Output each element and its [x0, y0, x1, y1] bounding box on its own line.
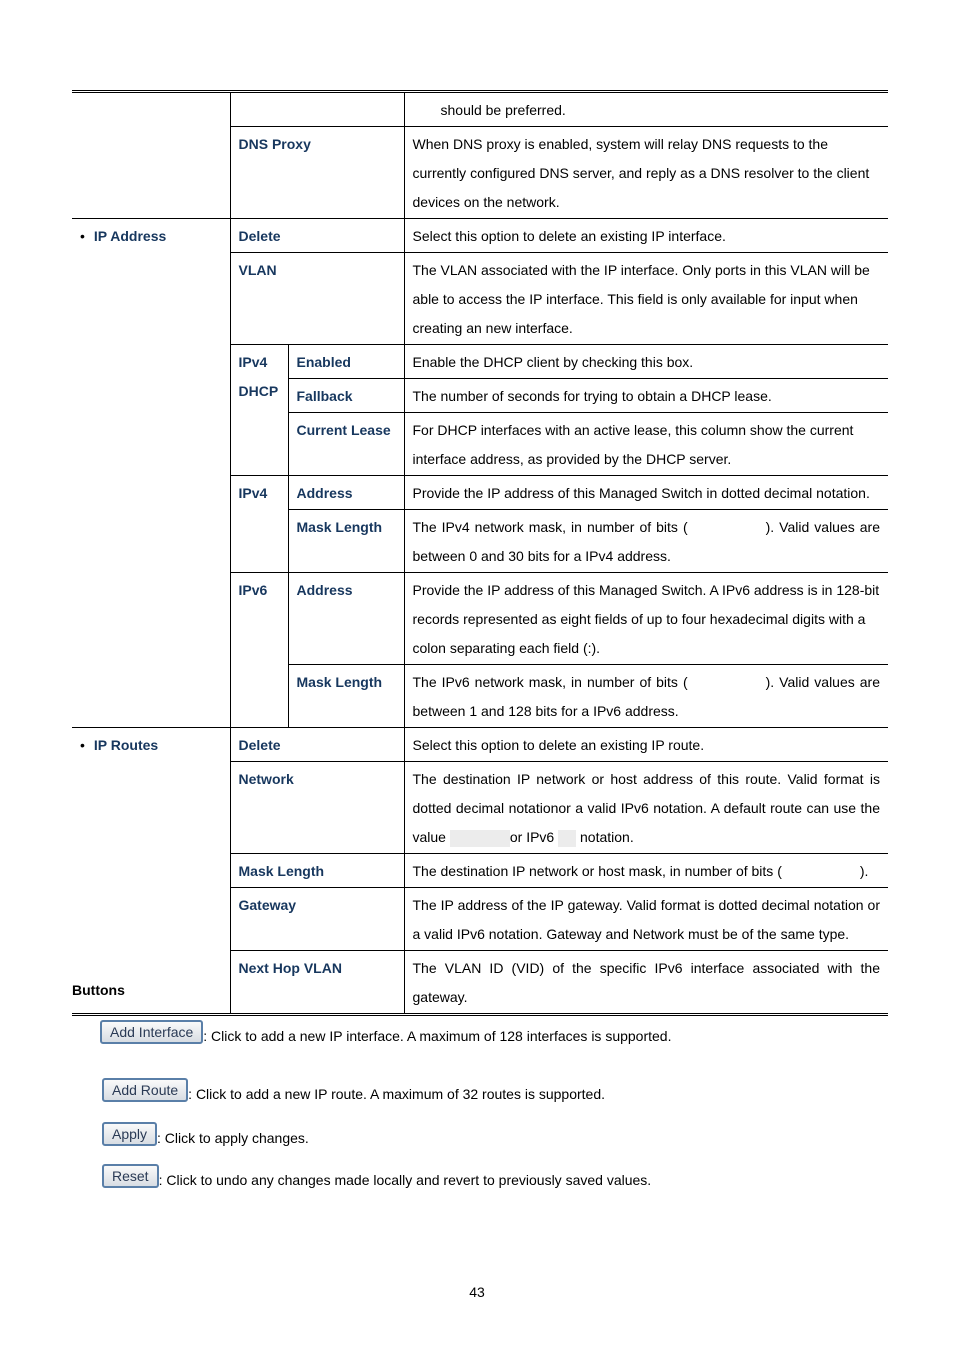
param-name: Mask Length: [288, 665, 404, 728]
table-row: [72, 728, 888, 762]
param-name: Address: [288, 476, 404, 510]
param-name: Gateway: [230, 888, 404, 951]
section-ip-routes: [72, 728, 230, 1015]
button-description-row: [102, 1078, 605, 1102]
param-desc: The VLAN ID (VID) of the specific IPv6 interface associated with the gateway.: [404, 951, 888, 1015]
button-description: : Click to apply changes.: [157, 1130, 309, 1146]
param-desc: The IPv6 network mask, in number of bits ( ). Valid values are between 1 and 128 bits for a IPv6 address.: [404, 665, 888, 728]
page-number: 43: [469, 1284, 485, 1300]
param-name: Mask Length: [230, 854, 404, 888]
param-name: Address: [288, 573, 404, 665]
parameter-table: [72, 90, 888, 1016]
section-ip-address: [72, 219, 230, 728]
param-desc: Enable the DHCP client by checking this box.: [404, 345, 888, 379]
param-desc: should be preferred.: [404, 92, 888, 127]
table-row: [72, 127, 888, 219]
param-desc: The destination IP network or host address of this route. Valid format is dotted decimal notationor a valid IPv6 notation. A default route can use the value or IPv6 notation.: [404, 762, 888, 854]
param-desc: Provide the IP address of this Managed Switch in dotted decimal notation.: [404, 476, 888, 510]
button-description: : Click to undo any changes made locally and revert to previously saved values.: [158, 1172, 652, 1188]
buttons-heading: Buttons: [72, 982, 125, 998]
apply-button[interactable]: Apply: [102, 1122, 157, 1146]
param-name: Delete: [230, 219, 404, 253]
param-name: VLAN: [230, 253, 404, 345]
param-name: Mask Length: [288, 510, 404, 573]
group-ipv6: IPv6: [230, 573, 288, 728]
button-description-row: [102, 1164, 651, 1188]
param-desc: Select this option to delete an existing IP route.: [404, 728, 888, 762]
reset-button[interactable]: Reset: [102, 1164, 159, 1188]
param-desc: The destination IP network or host mask, in number of bits ( ).: [404, 854, 888, 888]
param-name: Fallback: [288, 379, 404, 413]
button-description: : Click to add a new IP interface. A maximum of 128 interfaces is supported.: [203, 1028, 672, 1044]
add-interface-button[interactable]: Add Interface: [100, 1020, 203, 1044]
param-name: Current Lease: [288, 413, 404, 476]
param-name: Enabled: [288, 345, 404, 379]
param-name: Next Hop VLAN: [230, 951, 404, 1015]
param-desc: When DNS proxy is enabled, system will relay DNS requests to the currently configured DNS server, and reply as a DNS resolver to the client devices on the network.: [404, 127, 888, 219]
param-desc: Select this option to delete an existing IP interface.: [404, 219, 888, 253]
param-name: Network: [230, 762, 404, 854]
group-ipv4-dhcp: IPv4 DHCP: [230, 345, 288, 476]
table-row: [72, 219, 888, 253]
param-desc: The IPv4 network mask, in number of bits ( ). Valid values are between 0 and 30 bits for a IPv4 address.: [404, 510, 888, 573]
group-ipv4: IPv4: [230, 476, 288, 573]
section-label: • IP Address: [80, 228, 166, 244]
button-description-row: [102, 1122, 309, 1146]
button-description-row: [100, 1020, 671, 1044]
param-desc: For DHCP interfaces with an active lease, this column show the current interface address, as provided by the DHCP server.: [404, 413, 888, 476]
param-name: Delete: [230, 728, 404, 762]
table-row: [72, 92, 888, 127]
button-description: : Click to add a new IP route. A maximum of 32 routes is supported.: [188, 1086, 606, 1102]
param-desc: The VLAN associated with the IP interface. Only ports in this VLAN will be able to access the IP interface. This field is only available for input when creating an new interface.: [404, 253, 888, 345]
param-desc: The IP address of the IP gateway. Valid format is dotted decimal notation or a valid IPv6 notation. Gateway and Network must be of the same type.: [404, 888, 888, 951]
param-desc: The number of seconds for trying to obtain a DHCP lease.: [404, 379, 888, 413]
param-name: DNS Proxy: [230, 127, 404, 219]
section-label: • IP Routes: [80, 737, 158, 753]
param-desc: Provide the IP address of this Managed Switch. A IPv6 address is in 128-bit records represented as eight fields of up to four hexadecimal digits with a colon separating each field (:).: [404, 573, 888, 665]
add-route-button[interactable]: Add Route: [102, 1078, 188, 1102]
